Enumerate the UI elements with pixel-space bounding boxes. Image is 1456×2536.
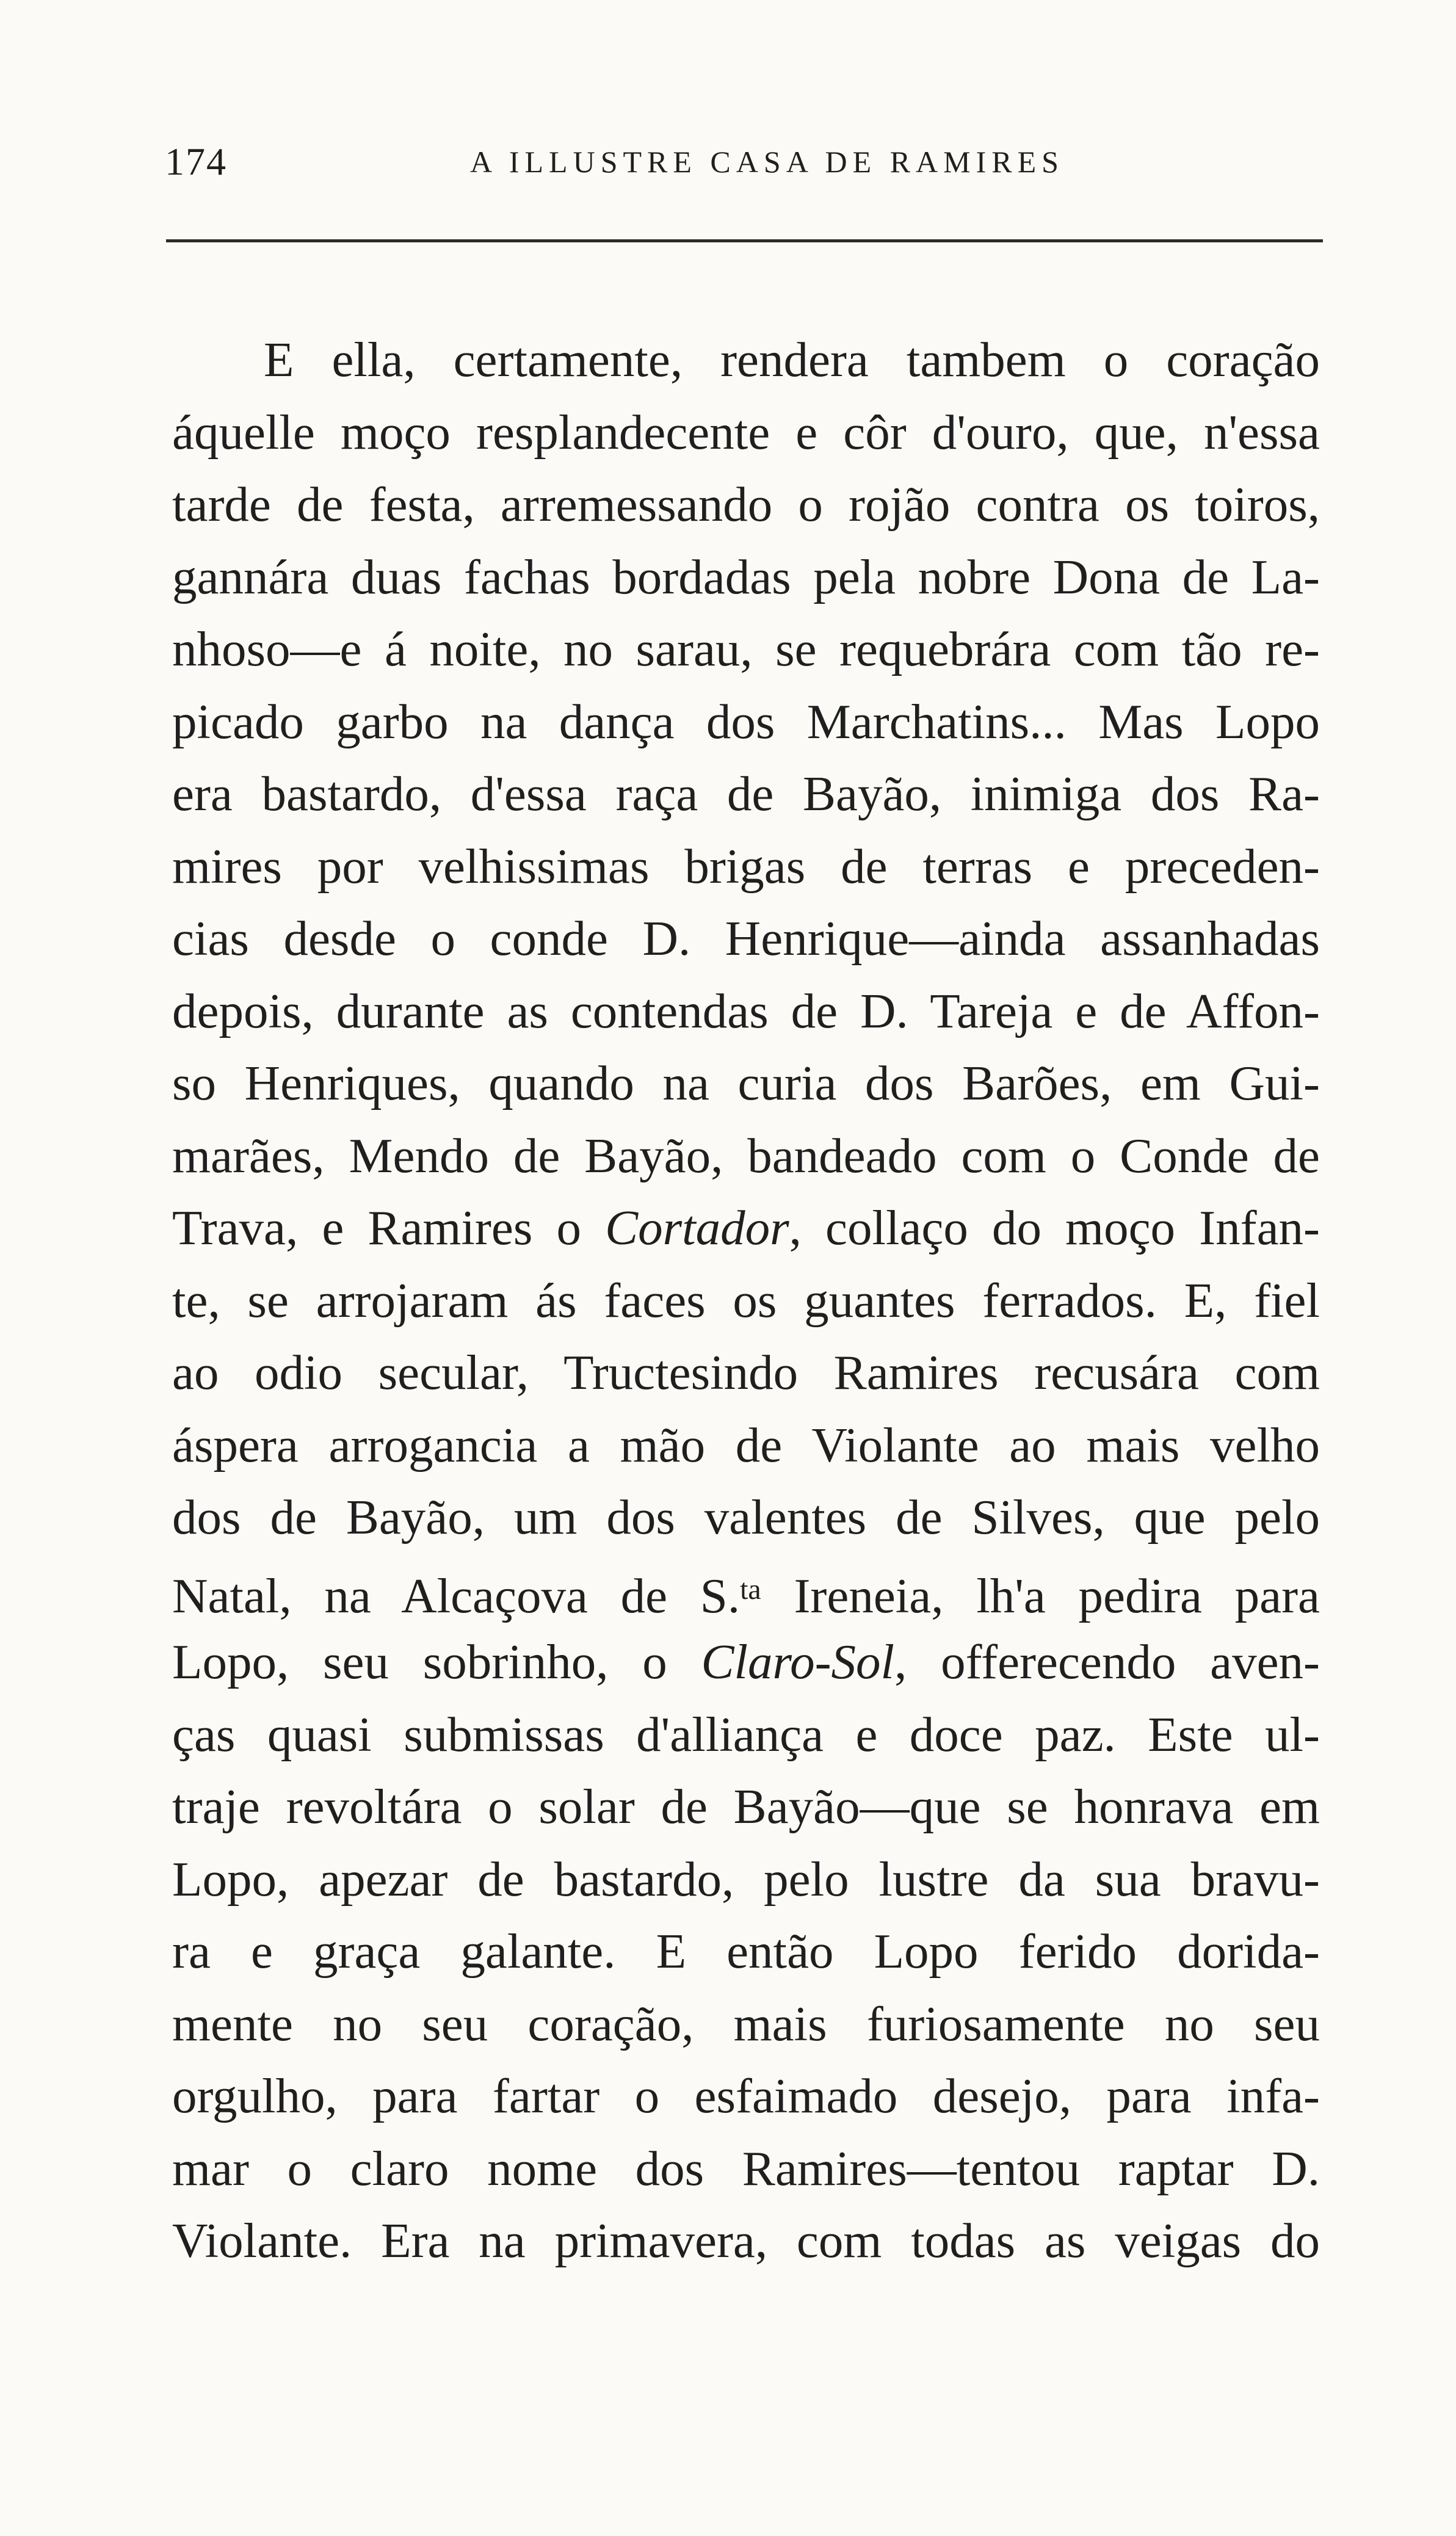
text-line: [172, 1626, 1320, 1698]
text-line: áspera arrogancia a mão de Violante ao mais velho: [172, 1417, 1320, 1473]
text-line: traje revoltára o solar de Bayão—que se honrava em: [172, 1779, 1320, 1834]
page-header: [165, 139, 1325, 194]
text-fragment: Trava, e Ramires o: [172, 1200, 606, 1255]
superscript-abbreviation: ta: [740, 1573, 761, 1606]
running-title: A ILLUSTRE CASA DE RAMIRES: [470, 145, 1064, 179]
text-line: mar o claro nome dos Ramires—tentou raptar D.: [172, 2140, 1320, 2196]
text-line: ças quasi submissas d'alliança e doce paz. Este ul-: [172, 1706, 1320, 1762]
text-line: cias desde o conde D. Henrique—ainda assanhadas: [172, 911, 1320, 966]
text-fragment: , collaço do moço Infan-: [789, 1200, 1320, 1255]
italic-epithet-claro-sol: Claro-Sol: [701, 1634, 895, 1689]
text-line: áquelle moço resplandecente e côr d'ouro, que, n'essa: [172, 404, 1320, 460]
text-line: picado garbo na dança dos Marchatins... Mas Lopo: [172, 694, 1320, 749]
text-line: [172, 1192, 1320, 1264]
text-fragment: Natal, na Alcaçova de S.: [172, 1568, 741, 1623]
text-line: nhoso—e á noite, no sarau, se requebrára com tão re-: [172, 621, 1320, 676]
text-line: dos de Bayão, um dos valentes de Silves, que pelo: [172, 1490, 1320, 1545]
text-line: tarde de festa, arremessando o rojão contra os toiros,: [172, 477, 1320, 532]
italic-epithet-cortador: Cortador: [605, 1200, 789, 1255]
text-line: so Henriques, quando na curia dos Barões, em Gui-: [172, 1056, 1320, 1110]
text-line: marães, Mendo de Bayão, bandeado com o Conde de: [172, 1128, 1320, 1183]
text-line: mires por velhissimas brigas de terras e preceden-: [172, 838, 1320, 894]
text-line: gannára duas fachas bordadas pela nobre Dona de La-: [172, 549, 1320, 604]
text-fragment: , offerecendo aven-: [894, 1634, 1320, 1689]
text-fragment: Lopo, seu sobrinho, o: [172, 1634, 701, 1689]
page-number: 174: [165, 140, 227, 183]
text-line: era bastardo, d'essa raça de Bayão, inimiga dos Ra-: [172, 766, 1320, 821]
text-line: te, se arrojaram ás faces os guantes ferrados. E, fiel: [172, 1272, 1320, 1328]
text-line: ra e graça galante. E então Lopo ferido dorida-: [172, 1924, 1320, 1979]
text-line: depois, durante as contendas de D. Tareja e de Affon-: [172, 983, 1320, 1038]
text-fragment: Ireneia, lh'a pedira para: [761, 1568, 1320, 1623]
header-rule: [166, 239, 1323, 242]
text-line: [172, 1554, 1320, 1626]
text-line: Violante. Era na primavera, com todas as veigas do: [172, 2213, 1320, 2268]
text-line: E ella, certamente, rendera tambem o coração: [264, 332, 1320, 387]
text-line: ao odio secular, Tructesindo Ramires recusára com: [172, 1345, 1320, 1400]
text-line: Lopo, apezar de bastardo, pelo lustre da sua bravu-: [172, 1851, 1320, 1907]
text-line: mente no seu coração, mais furiosamente no seu: [172, 1996, 1320, 2051]
text-line: orgulho, para fartar o esfaimado desejo, para infa-: [172, 2068, 1320, 2123]
body-text: [172, 324, 1320, 2277]
